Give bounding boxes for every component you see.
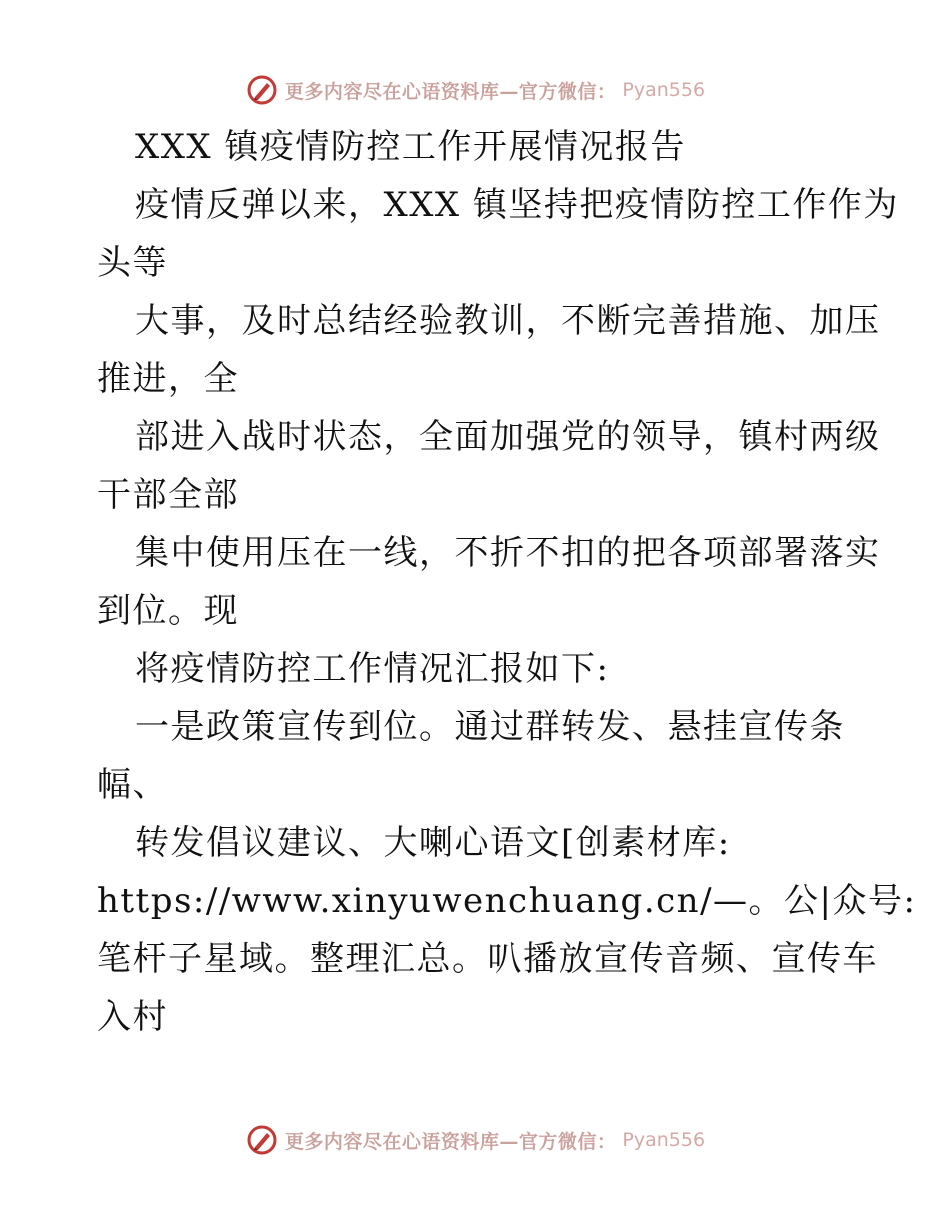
footer-banner <box>0 1120 950 1160</box>
paragraph-line: 一是政策宣传到位。通过群转发、悬挂宣传条 <box>135 707 845 747</box>
paragraph-line: 部进入战时状态，全面加强党的领导，镇村两级 <box>135 417 881 457</box>
paragraph-line: 推进，全 <box>97 359 239 399</box>
paragraph-line: 幅、 <box>97 765 168 805</box>
footer-wechat-id: Pyan556 <box>622 1129 706 1151</box>
footer-banner-text: 更多内容尽在心语资料库—官方微信： <box>284 1130 617 1153</box>
paragraph-line: 入村 <box>97 997 168 1037</box>
paragraph-line: 大事，及时总结经验教训，不断完善措施、加压 <box>135 301 881 341</box>
paragraph-line: 将疫情防控工作情况汇报如下: <box>135 649 610 689</box>
paragraph-line: 转发倡议建议、大喇心语文[创素材库: <box>135 823 731 863</box>
document-body <box>97 118 917 1046</box>
header-wechat-id: Pyan556 <box>622 79 706 101</box>
pen-logo-icon <box>245 1123 279 1157</box>
pen-logo-icon <box>245 73 279 107</box>
header-banner-text: 更多内容尽在心语资料库—官方微信： <box>284 80 617 103</box>
url-line: https://www.xinyuwenchuang.cn/—。公|众号: <box>97 881 917 921</box>
paragraph-line: 疫情反弹以来，XXX 镇坚持把疫情防控工作作为 <box>135 185 899 225</box>
document-title: XXX 镇疫情防控工作开展情况报告 <box>135 127 686 167</box>
header-banner <box>0 70 950 110</box>
paragraph-line: 头等 <box>97 243 168 283</box>
paragraph-line: 干部全部 <box>97 475 239 515</box>
paragraph-line: 到位。现 <box>97 591 239 631</box>
paragraph-line: 集中使用压在一线，不折不扣的把各项部署落实 <box>135 533 881 573</box>
paragraph-line: 笔杆子星域。整理汇总。叭播放宣传音频、宣传车 <box>97 939 878 979</box>
